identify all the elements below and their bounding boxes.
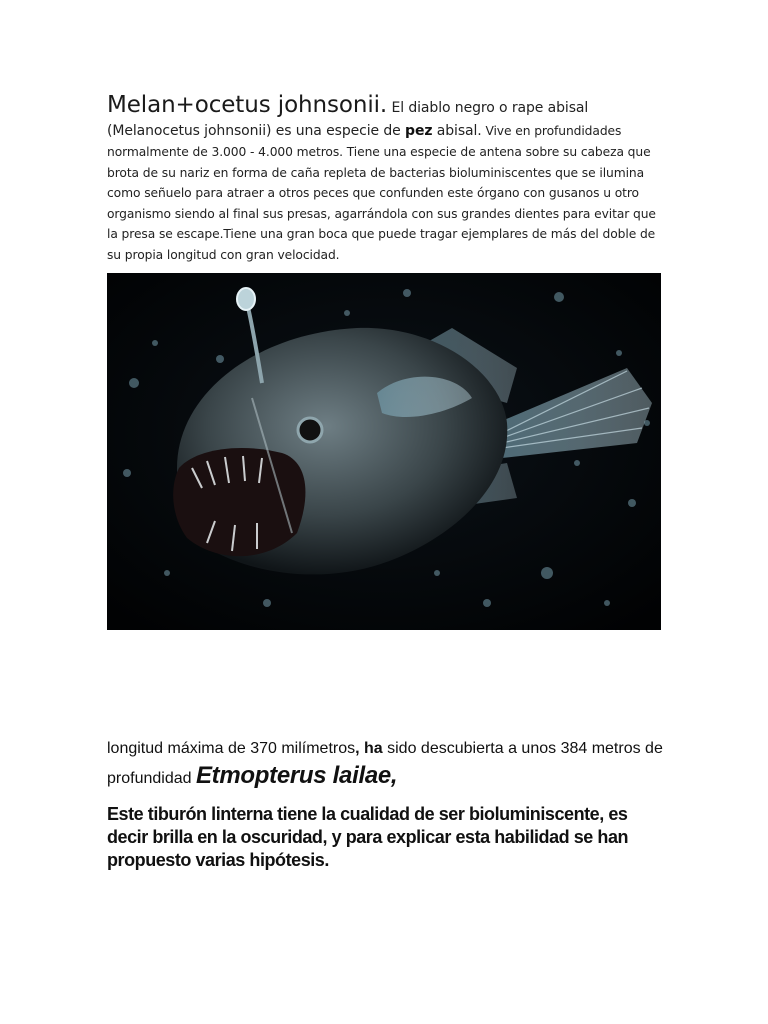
melanocetus-paragraph bbox=[107, 90, 667, 265]
bold-comma: , bbox=[355, 740, 364, 757]
section-title: Melan+ocetus johnsonii. bbox=[107, 92, 388, 118]
intro-bold-pez: pez bbox=[405, 123, 433, 139]
tiburon-paragraph: Este tiburón linterna tiene la cualidad de ser bioluminiscente, es decir brilla en la oscuridad, y para explicar esta habilidad se han propuesto varias hipótesis. bbox=[107, 804, 629, 870]
intro-text-1: El diablo negro o rape abisal (Melanocetus johnsonii) es una especie de bbox=[107, 100, 589, 139]
anglerfish-illustration bbox=[107, 273, 661, 630]
bold-ha: ha bbox=[364, 740, 383, 757]
anglerfish-photo bbox=[107, 273, 661, 630]
section-melanocetus bbox=[107, 90, 667, 265]
profundidad-text: sido descubierta a unos 384 metros de profundidad bbox=[107, 740, 663, 787]
section-longitud bbox=[107, 735, 667, 792]
fish-eye bbox=[298, 418, 322, 442]
section-tiburon-linterna bbox=[107, 803, 667, 872]
intro-text-2: abisal. bbox=[432, 123, 482, 139]
species-name: Etmopterus lailae, bbox=[195, 762, 398, 789]
fish-mouth bbox=[173, 448, 305, 556]
lure-bulb bbox=[237, 288, 255, 310]
longitud-text: longitud máxima de 370 milímetros bbox=[107, 740, 356, 757]
body-text: Vive en profundidades normalmente de 3.000 - 4.000 metros. Tiene una especie de antena sobre su cabeza que brota de su nariz en forma de caña repleta de bacterias bioluminiscentes que se ilumina como señuelo para atraer a otros peces que confunden este órgano con gusanos u otro organismo siendo al final sus presas, agarrándola con sus grandes dientes para evitar que la presa se escape.Tiene una gran boca que puede tragar ejemplares de más del doble de su propia longitud con gran velocidad. bbox=[107, 124, 656, 262]
